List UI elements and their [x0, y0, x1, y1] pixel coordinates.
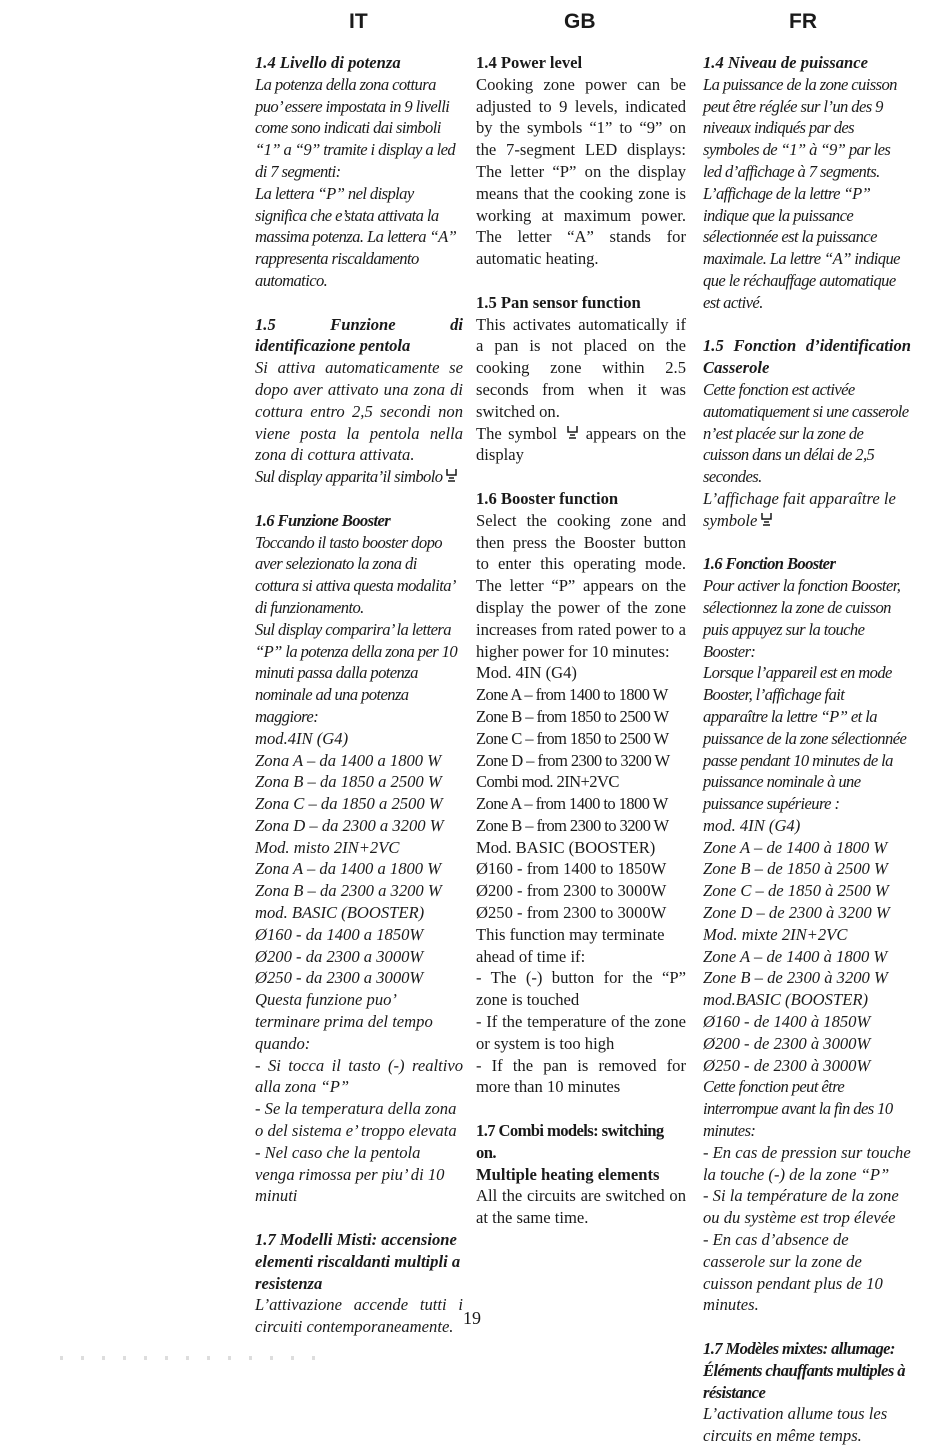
fr-s16-end: Cette fonction peut être interrompue avant la fin des 10 minutes:: [703, 1077, 893, 1141]
column-it: [255, 52, 463, 1338]
gb-s15-title: 1.5 Pan sensor function: [476, 292, 641, 312]
gb-s17-p1: All the circuits are switched on at the same time.: [476, 1186, 686, 1228]
it-s14-title: 1.4 Livello di potenza: [255, 53, 401, 72]
it-s16-b3: - Nel caso che la pentola venga rimossa per piu’ di 10 minuti: [255, 1142, 445, 1206]
page-number: 19: [463, 1308, 481, 1328]
gb-line: Zone D – from 2300 to 3200 W: [476, 750, 670, 770]
it-line: Mod. misto 2IN+2VC: [255, 837, 400, 857]
gb-s15-p1: This activates automatically if a pan is not placed on the cooking zone within 2.5 seconds from when it was switched on.: [476, 314, 686, 421]
gb-line: Combi mod. 2IN+2VC: [476, 772, 619, 792]
it-s16-title: 1.6 Funzione Booster: [255, 510, 391, 530]
fr-line: Zone D – de 2300 à 3200 W: [703, 903, 890, 923]
fr-s16-p1: Pour activer la fonction Booster, sélectionnez la zone de cuisson puis appuyez sur la touche Booster:: [703, 576, 901, 661]
fr-s16-b3: - En cas d’absence de casserole sur la zone de cuisson pendant plus de 10 minutes.: [703, 1230, 883, 1315]
header-it: IT: [349, 10, 368, 33]
fr-s15-title: 1.5 Fonction d’identification Casserole: [703, 336, 911, 378]
gb-s16-title: 1.6 Booster function: [476, 488, 619, 508]
fr-s14-title: 1.4 Niveau de puissance: [703, 53, 869, 72]
it-s14-p1: La potenza della zona cottura puo’ essere impostata in 9 livelli come sono indicati dai simboli “1” a “9” tramite i display a led di 7 segmenti:: [255, 74, 456, 181]
fr-s17-title: 1.7 Modèles mixtes: allumage: Éléments chauffants multiples à résistance: [703, 1339, 905, 1402]
fr-s15-p1: Cette fonction est activée automatiquement si une casserole n’est placée sur la zone de cuisson dans un délai de 2,5 secondes.: [703, 379, 909, 487]
gb-s16-b2: - If the temperature of the zone or system is too high: [476, 1012, 686, 1053]
fr-s17-p1: L’activation allume tous les circuits en même temps.: [703, 1404, 888, 1446]
pan-sensor-symbol-icon: [566, 424, 579, 441]
gb-s16-end: This function may terminate ahead of time if:: [476, 924, 665, 966]
fr-s14-p1: La puissance de la zone cuisson peut être réglée sur l’un des 9 niveaux indiqués par des symboles de “1” à “9” par les led d’affichage à 7 segments.: [703, 74, 897, 181]
it-s15-p2: [255, 466, 463, 488]
it-line: mod. BASIC (BOOSTER): [255, 903, 425, 923]
fr-s14-p2: L’affichage de la lettre “P” indique que la puissance sélectionnée est la puissance maximale. La lettre “A” indique que le réchauffage automatique est activé.: [703, 183, 900, 312]
fr-line: mod. 4IN (G4): [703, 815, 801, 835]
fr-line: Zone C – de 1850 à 2500 W: [703, 881, 889, 901]
it-line: Zona D – da 2300 a 3200 W: [255, 815, 444, 835]
fr-s16-title: 1.6 Fonction Booster: [703, 554, 836, 574]
it-s16-end: Questa funzione puo’ terminare prima del tempo quando:: [255, 990, 433, 1053]
it-line: Ø160 - da 1400 a 1850W: [255, 924, 424, 944]
fr-line: Ø160 - de 1400 à 1850W: [703, 1012, 871, 1032]
it-line: Zona A – da 1400 a 1800 W: [255, 859, 442, 879]
it-s16-b1: - Si tocca il tasto (-) realtivo alla zona “P”: [255, 1055, 463, 1097]
it-line: Zona B – da 2300 a 3200 W: [255, 881, 442, 901]
fr-s16-b2: - Si la température de la zone ou du système est trop élevée: [703, 1186, 899, 1228]
gb-line: Zone A – from 1400 to 1800 W: [476, 685, 668, 705]
gb-s14-title: 1.4 Power level: [476, 53, 583, 72]
fr-line: Zone A – de 1400 à 1800 W: [703, 837, 888, 857]
fr-s15-p2: [703, 488, 911, 532]
gb-line: Ø250 - from 2300 to 3000W: [476, 903, 667, 923]
it-s16-p2: Sul display comparira’ la lettera “P” la potenza della zona per 10 minuti passa dalla potenza nominale ad una potenza maggiore:: [255, 619, 458, 726]
gb-line: Mod. BASIC (BOOSTER): [476, 837, 656, 857]
column-gb: [476, 52, 686, 1229]
it-line: Zona A – da 1400 a 1800 W: [255, 750, 442, 770]
fr-line: Ø250 - de 2300 à 3000W: [703, 1055, 871, 1075]
fr-line: Mod. mixte 2IN+2VC: [703, 924, 848, 944]
gb-s14-p1: Cooking zone power can be adjusted to 9 levels, indicated by the symbols “1” to “9” on the 7-segment LED displays: The letter “P” on the display means that the cooking zone is working at maximum power. The letter “A” stands for automatic heating.: [476, 74, 686, 269]
it-s16-p1: Toccando il tasto booster dopo aver selezionato la zona di cottura si attiva questa modalita’ di funzionamento.: [255, 532, 454, 617]
pan-sensor-symbol-icon: [760, 511, 773, 528]
it-line: Zona B – da 1850 a 2500 W: [255, 772, 442, 792]
gb-s16-b1: - The (-) button for the “P” zone is touched: [476, 968, 686, 1010]
gb-s17-title: 1.7 Combi models: switching on.: [476, 1121, 664, 1162]
it-s15-p2-text: Sul display apparita’il simbolo: [255, 467, 443, 487]
gb-line: Zone B – from 1850 to 2500 W: [476, 706, 669, 726]
fr-line: Zone B – de 1850 à 2500 W: [703, 859, 888, 879]
fr-s16-b1: - En cas de pression sur touche la touche (-) de la zone “P”: [703, 1142, 911, 1184]
it-line: Ø250 - da 2300 a 3000W: [255, 968, 424, 988]
gb-s15-p2: [476, 423, 686, 467]
gb-s15-p2a: The symbol: [476, 423, 558, 443]
gb-line: Zone B – from 2300 to 3200 W: [476, 815, 669, 835]
pan-sensor-symbol-icon: [445, 467, 458, 484]
it-line: Ø200 - da 2300 a 3000W: [255, 946, 424, 966]
gb-s16-b3: - If the pan is removed for more than 10 minutes: [476, 1055, 686, 1097]
it-line: Zona C – da 1850 a 2500 W: [255, 794, 443, 814]
footer-marks: [60, 1356, 480, 1360]
it-s17-title: 1.7 Modelli Misti: accensione elementi riscaldanti multipli a resistenza: [255, 1230, 461, 1293]
header-gb: GB: [564, 10, 596, 33]
it-s16-b2: - Se la temperatura della zona o del sistema e’ troppo elevata: [255, 1099, 457, 1141]
gb-line: Mod. 4IN (G4): [476, 663, 577, 683]
fr-line: mod.BASIC (BOOSTER): [703, 990, 868, 1010]
fr-line: Zone A – de 1400 à 1800 W: [703, 946, 888, 966]
gb-s16-p1: Select the cooking zone and then press the Booster button to enter this operating mode. The letter “P” appears on the display the power of the zone increases from rated power to a higher power for 10 minutes:: [476, 510, 686, 661]
it-s15-title: 1.5 Funzione di identificazione pentola: [255, 314, 463, 356]
fr-line: Zone B – de 2300 à 3200 W: [703, 968, 888, 988]
fr-s16-p2: Lorsque l’appareil est en mode Booster, l’affichage fait apparaître la lettre “P” et la puissance de la zone sélectionnée passe pendant 10 minutes de la puissance nominale à une puissance supérieure :: [703, 663, 907, 814]
header-fr: FR: [789, 10, 817, 33]
it-s15-p1: Si attiva automaticamente se dopo aver attivato una zona di cottura entro 2,5 secondi non viene posta la pentola nella zona di cottura attivata.: [255, 358, 463, 465]
it-s14-p2: La lettera “P” nel display significa che e’stata attivata la massima potenza. La lettera “A” rappresenta riscaldamento automatico.: [255, 183, 457, 290]
column-fr: [703, 52, 911, 1447]
fr-line: Ø200 - de 2300 à 3000W: [703, 1033, 871, 1053]
gb-line: Ø200 - from 2300 to 3000W: [476, 881, 667, 901]
gb-line: Zone A – from 1400 to 1800 W: [476, 794, 668, 814]
it-s17-p1: L’attivazione accende tutti i circuiti contemporaneamente.: [255, 1295, 463, 1337]
gb-line: Zone C – from 1850 to 2500 W: [476, 728, 669, 748]
it-line: mod.4IN (G4): [255, 728, 349, 748]
gb-line: Ø160 - from 1400 to 1850W: [476, 859, 667, 879]
fr-s15-p2-text: L’affichage fait apparaître le symbole: [703, 488, 896, 530]
gb-s17-title2: Multiple heating elements: [476, 1164, 660, 1184]
gb-s15-p2b: appears on the display: [476, 423, 686, 465]
